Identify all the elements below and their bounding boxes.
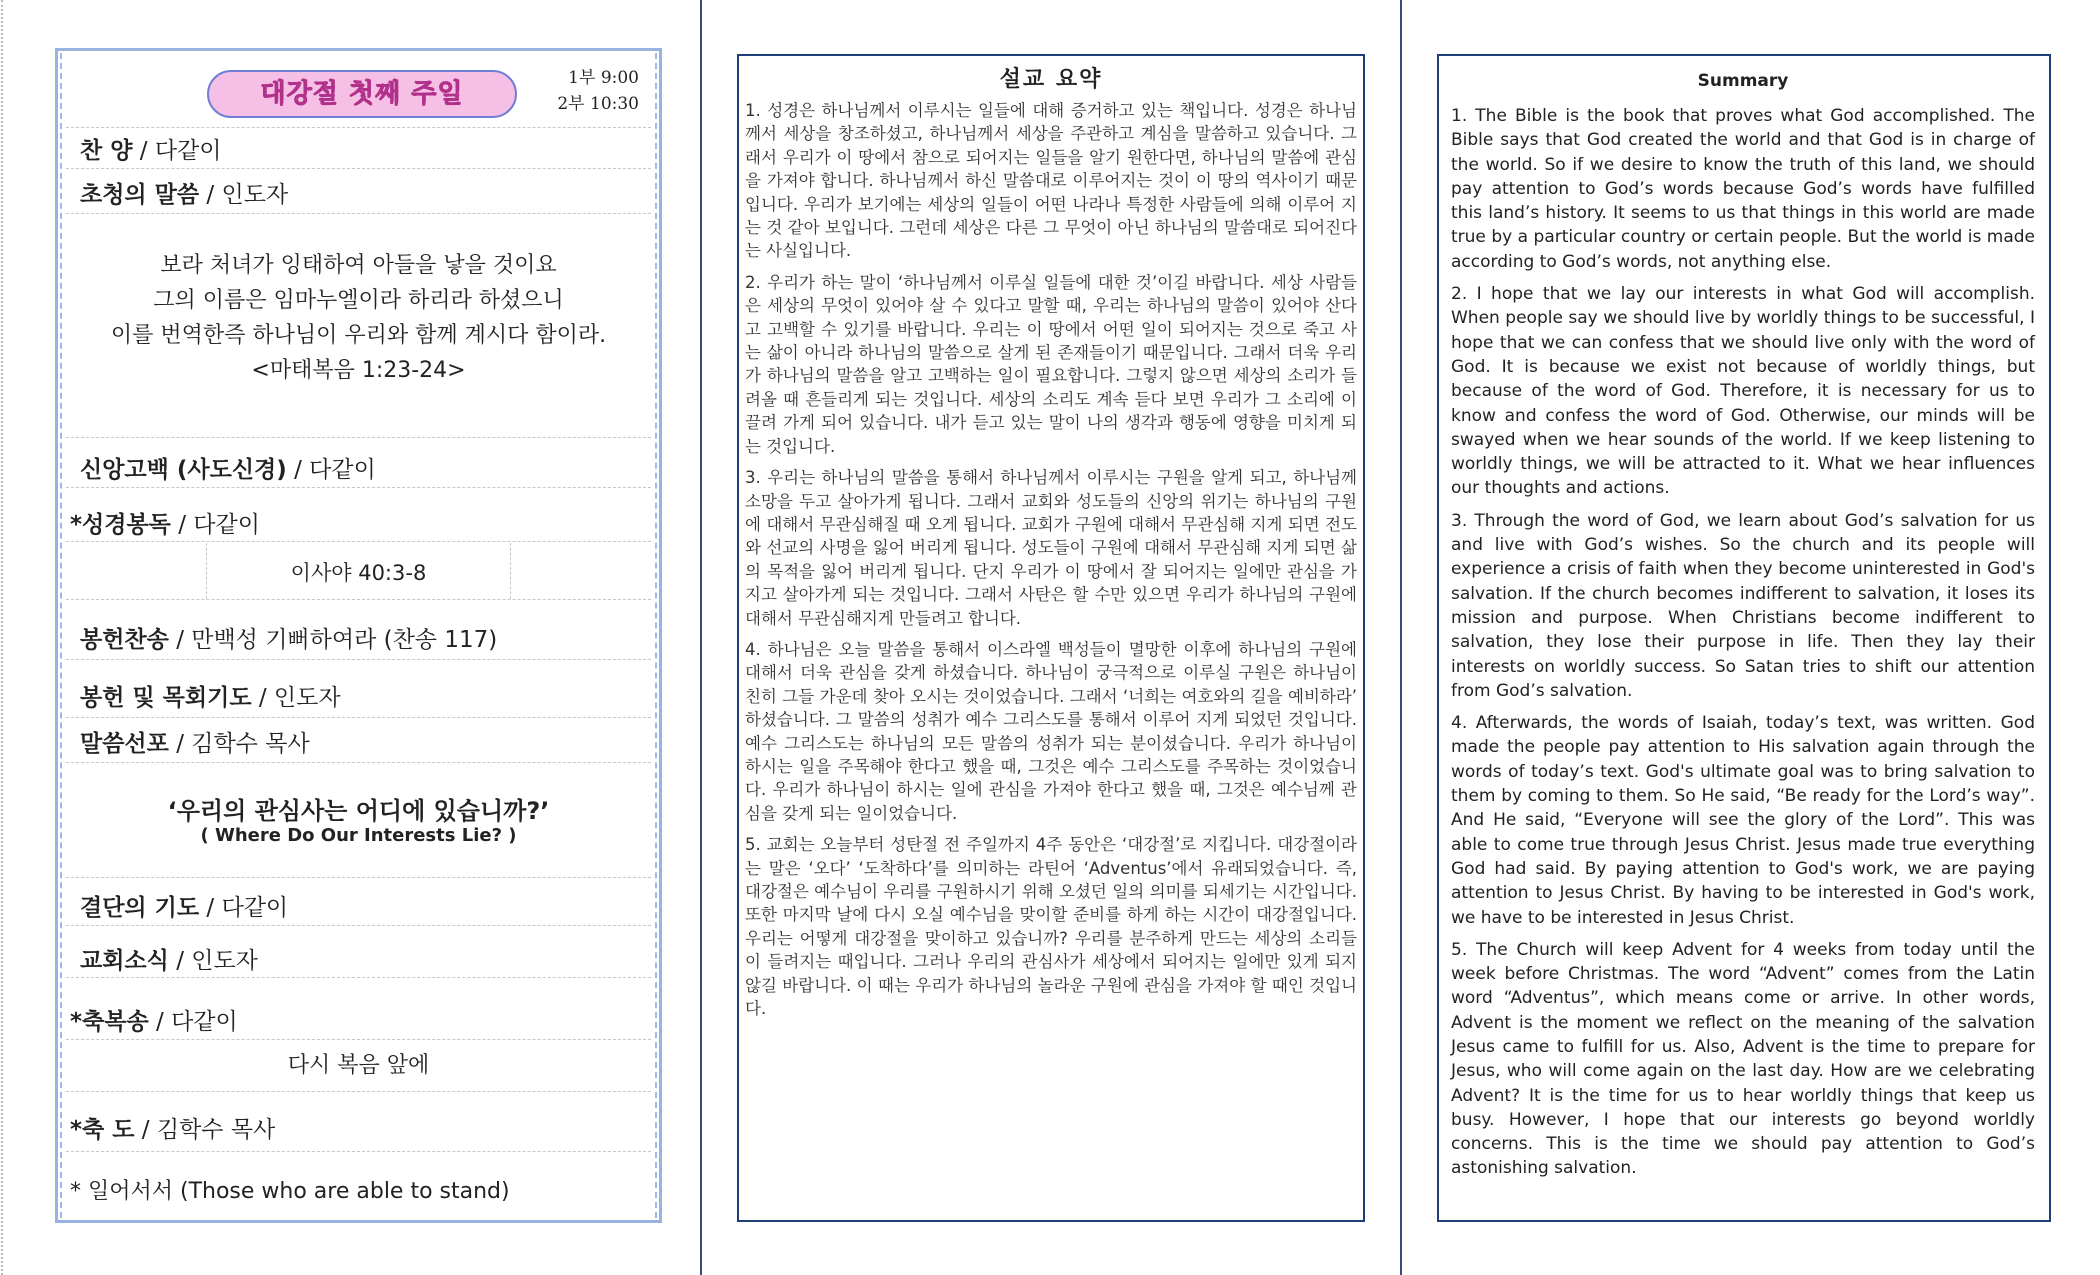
reading-sep: / <box>178 512 186 538</box>
doxology-role: 다같이 <box>171 1009 238 1035</box>
sermon-title: ‘우리의 관심사는 어디에 있습니까?’ <box>167 797 550 825</box>
news-sep: / <box>176 948 184 974</box>
sermon-role: 김학수 목사 <box>191 731 310 757</box>
row-reading-reference <box>66 543 651 600</box>
creed-role: 다같이 <box>309 457 376 483</box>
english-paragraph-3: 3. Through the word of God, we learn about God’s salvation for us and live with God’s wishes. So the church and its people will experience a crisis of faith when they become uninterested in God's salvation. If the church becomes indifferent to salvation, it loses its mission and purpose. When Christians become indifferent to salvation, they lose their purpose in life. Then they lay their interests on worldly success. So Satan tries to shift our attention from God’s salvation. <box>1451 510 2035 701</box>
english-paragraph-2: 2. I hope that we lay our interests in what God will accomplish. When people say we should live by worldly things to be successful, I hope that we can confess that we should live only with the word of God. It is because we exist not because of worldly things, but because of the word of God. Therefore, it is necessary for us to know and confess the word of God. Otherwise, our minds will be swayed when we hear sounds of the world. If we keep listening to worldly things, we will be attracted to it. What we hear influences our thoughts and actions. <box>1451 284 2035 499</box>
korean-paragraph-5: 5. 교회는 오늘부터 성탄절 전 주일까지 4주 동안은 ‘대강절’로 지킵니다. 대강절이라는 말은 ‘오다’ ‘도착하다’를 의미하는 라틴어 ‘Adventus’에서 유래되었습니다. 즉, 대강절은 예수님이 우리를 구원하시기 위해 오셨던 일의 의미를 되세기는 시간입니다. 또한 마지막 날에 다시 오실 예수님을 맞이할 준비를 하게 하는 시간이 대강절입니다. 우리는 어떻게 대강절을 맞이하고 있습니까? 우리를 분주하게 만드는 세상의 소리들이 들려지는 때입니다. 그러나 우리의 관심사가 세상에서 되어지는 일에만 있게 되지 않길 바랍니다. 이 때는 우리가 하나님의 놀라운 구원에 관심을 가져야 할 때인 것입니다. <box>745 835 1357 1019</box>
verse-reference: <마태복음 1:23-24> <box>251 358 466 383</box>
english-paragraph-1: 1. The Bible is the book that proves what God accomplished. The Bible says that God created the world and that God is in charge of the world. So if we desire to know the truth of this land, we should pay attention to God’s words because God’s words have fulfilled this land’s history. It seems to us that things in this world are made true by a particular country or certain people. But the world is made according to God’s words, not anything else. <box>1451 106 2035 272</box>
doxology-label: *축복송 <box>70 1009 149 1035</box>
left-edge-fold <box>1 0 3 1275</box>
korean-summary-title: 설교 요약 <box>999 67 1103 92</box>
decision-label: 결단의 기도 <box>80 895 200 921</box>
reading-role: 다같이 <box>193 512 260 538</box>
english-summary-title: Summary <box>1697 71 1789 91</box>
sermon-label: 말씀선포 <box>80 731 169 757</box>
fold-line-2 <box>1400 0 1402 1275</box>
row-church-news <box>66 933 651 978</box>
reading-reference: 이사야 40:3-8 <box>290 561 427 585</box>
creed-sep: / <box>294 457 302 483</box>
order-of-worship-panel <box>55 48 662 1223</box>
benediction-label: *축 도 <box>70 1117 135 1143</box>
call-sep: / <box>206 182 215 208</box>
offering-prayer-sep: / <box>258 685 267 711</box>
benediction-role: 김학수 목사 <box>156 1117 276 1143</box>
offering-prayer-label: 봉헌 및 목회기도 <box>80 685 252 711</box>
row-decision-top <box>66 877 651 878</box>
row-creed <box>66 443 651 488</box>
decision-role: 다같이 <box>221 895 289 921</box>
decision-sep: / <box>206 895 215 921</box>
praise-sep: / <box>139 138 148 164</box>
row-doxology-song <box>66 1043 651 1092</box>
fold-line-1 <box>700 0 702 1275</box>
call-label: 초청의 말씀 <box>80 182 200 208</box>
row-offering-hymn <box>66 609 651 660</box>
benediction-sep: / <box>141 1117 150 1143</box>
offering-hymn-label: 봉헌찬송 <box>80 627 169 653</box>
row-sermon <box>66 720 651 763</box>
row-scripture-reading <box>66 497 651 542</box>
row-decision-prayer <box>66 881 651 926</box>
creed-label: 신앙고백 (사도신경) <box>80 457 287 483</box>
sermon-title-english: ( Where Do Our Interests Lie? ) <box>200 825 517 846</box>
offering-prayer-role: 인도자 <box>273 685 341 711</box>
doxology-sep: / <box>156 1009 164 1035</box>
praise-label: 찬 양 <box>80 138 133 164</box>
row-praise <box>66 128 651 169</box>
korean-paragraph-3: 3. 우리는 하나님의 말씀을 통해서 하나님께서 이루시는 구원을 알게 되고, 하나님께 소망을 두고 살아가게 됩니다. 그래서 교회와 성도들의 신앙의 위기는 하나님의 구원에 대해서 무관심해질 때 오게 됩니다. 교회가 구원에 대해서 무관심해 지게 되면 전도와 선교의 사명을 잃어 버리게 됩니다. 성도들이 구원에 대해서 무관심해 지게 되면 삶의 목적을 잃어 버리게 됩니다. 단지 우리가 이 땅에서 잘 되어지는 일에만 관심을 가지고 살아가게 되는 것입니다. 그래서 사탄은 할 수만 있으면 우리가 하나님의 구원에 대해서 무관심해지게 만들려고 합니다. <box>745 468 1357 628</box>
praise-role: 다같이 <box>154 138 222 164</box>
order-inner-frame <box>60 53 657 1218</box>
row-call-to-worship <box>66 169 651 214</box>
service-time-1: 1부 9:00 <box>568 68 639 88</box>
advent-title-badge: 대강절 첫째 주일 <box>207 70 517 118</box>
korean-paragraph-2: 2. 우리가 하는 말이 ‘하나님께서 이루실 일들에 대한 것’이길 바랍니다. 세상 사람들은 세상의 무엇이 있어야 살 수 있다고 말할 때, 우리는 하나님의 말씀이 있어야 산다고 고백할 수 있기를 바랍니다. 우리는 이 땅에서 어떤 일이 되어지는 것으로 죽고 사는 삶이 아니라 하나님의 말씀으로 살게 된 존재들이기 때문입니다. 그래서 더욱 우리가 하나님의 말씀을 알고 고백하는 일이 필요합니다. 그렇지 않으면 세상의 소리가 들려올 때 흔들리게 되는 것입니다. 세상의 소리도 계속 듣다 보면 우리가 그 소리에 이끌려 가게 되어 있습니다. 내가 듣고 있는 말이 나의 생각과 행동에 영향을 미치게 되는 것입니다. <box>745 272 1357 456</box>
row-offering-prayer <box>66 669 651 718</box>
english-paragraph-5: 5. The Church will keep Advent for 4 weeks from today until the week before Christmas. The word “Advent” comes from the Latin word “Adventus”, which means come or arrive. In other words, Advent is the moment we reflect on the meaning of the salvation Jesus came to fulfill for us. Also, Advent is the time to prepare for Jesus, who will come again on the last day. How are we celebrating Advent? It is the time for us to hear worldly things that keep us busy. However, I hope that our interests go beyond worldly concerns. This is the time we should pay attention to God’s astonishing salvation. <box>1451 939 2035 1179</box>
call-role: 인도자 <box>221 182 289 208</box>
row-doxology <box>66 989 651 1040</box>
sermon-sep: / <box>176 731 184 757</box>
news-role: 인도자 <box>191 948 258 974</box>
offering-hymn-sep: / <box>176 627 184 653</box>
verse-line-2: 그의 이름은 임마누엘이라 하리라 하셨으니 <box>153 288 564 313</box>
verse-line-1: 보라 처녀가 잉태하여 아들을 낳을 것이요 <box>160 253 557 278</box>
english-summary-panel <box>1437 54 2051 1222</box>
korean-summary-panel <box>737 54 1365 1222</box>
offering-hymn-role: 만백성 기뻐하여라 (찬송 117) <box>191 627 498 653</box>
row-benediction <box>66 1101 651 1152</box>
korean-paragraph-1: 1. 성경은 하나님께서 이루시는 일들에 대해 증거하고 있는 책입니다. 성경은 하나님께서 세상을 창조하셨고, 하나님께서 세상을 주관하고 계심을 말씀하고 있습니다. 그래서 우리가 이 땅에서 참으로 되어지는 일들을 알기 원한다면, 하나님의 말씀에 관심을 가져야 합니다. 하나님께서 하신 말씀대로 이루어지는 것이 이 땅의 역사이기 때문입니다. 우리가 보기에는 세상의 일들이 어떤 나라나 특정한 사람들에 의해 이루어 지는 것 같아 보입니다. 그런데 세상은 다른 그 무엇이 아닌 하나님의 말씀대로 되어진다는 사실입니다. <box>745 101 1357 261</box>
standing-footnote: * 일어서서 (Those who are able to stand) <box>70 1179 510 1204</box>
verse-line-3: 이를 번역한즉 하나님이 우리와 함께 계시다 함이라. <box>110 323 607 348</box>
korean-paragraph-4: 4. 하나님은 오늘 말씀을 통해서 이스라엘 백성들이 멸망한 이후에 하나님의 구원에 대해서 더욱 관심을 갖게 하셨습니다. 하나님이 궁극적으로 이루실 구원은 하나님이 친히 그들 가운데 찾아 오시는 것이었습니다. 그래서 ‘너희는 여호와의 길을 예비하라’ 하셨습니다. 그 말씀의 성취가 예수 그리스도를 통해서 이루어 지게 되었던 것입니다. 예수 그리스도는 하나님의 모든 말씀의 성취가 되는 분이셨습니다. 우리가 하나님이 하시는 일을 주목해야 한다고 했을 때, 그것은 예수 그리스도를 주목하는 것이었습니다. 우리가 하나님이 하시는 일에 관심을 가져야 한다고 했을 때, 그것은 예수님께 관심을 갖게 되는 일이었습니다. <box>745 639 1357 823</box>
service-time-2: 2부 10:30 <box>557 94 639 114</box>
service-times <box>557 65 639 117</box>
row-creed-top <box>66 437 651 438</box>
doxology-song: 다시 복음 앞에 <box>287 1053 430 1078</box>
english-paragraph-4: 4. Afterwards, the words of Isaiah, today’s text, was written. God made the people pay attention to His salvation again through the words of today’s text. God's ultimate goal was to bring salvation to them by coming to them. So He said, “Be ready for the Lord’s way”. And He said, “Everyone will see the glory of the Lord”. This was able to come true through Jesus Christ. Jesus made true everything God had said. By paying attention to God's work, we are paying attention to Jesus Christ. By having to be interested in God's work, we have to be interested in Jesus Christ. <box>1451 713 2035 928</box>
news-label: 교회소식 <box>80 948 169 974</box>
reading-label: *성경봉독 <box>70 512 171 538</box>
reading-ref-box <box>206 543 511 599</box>
